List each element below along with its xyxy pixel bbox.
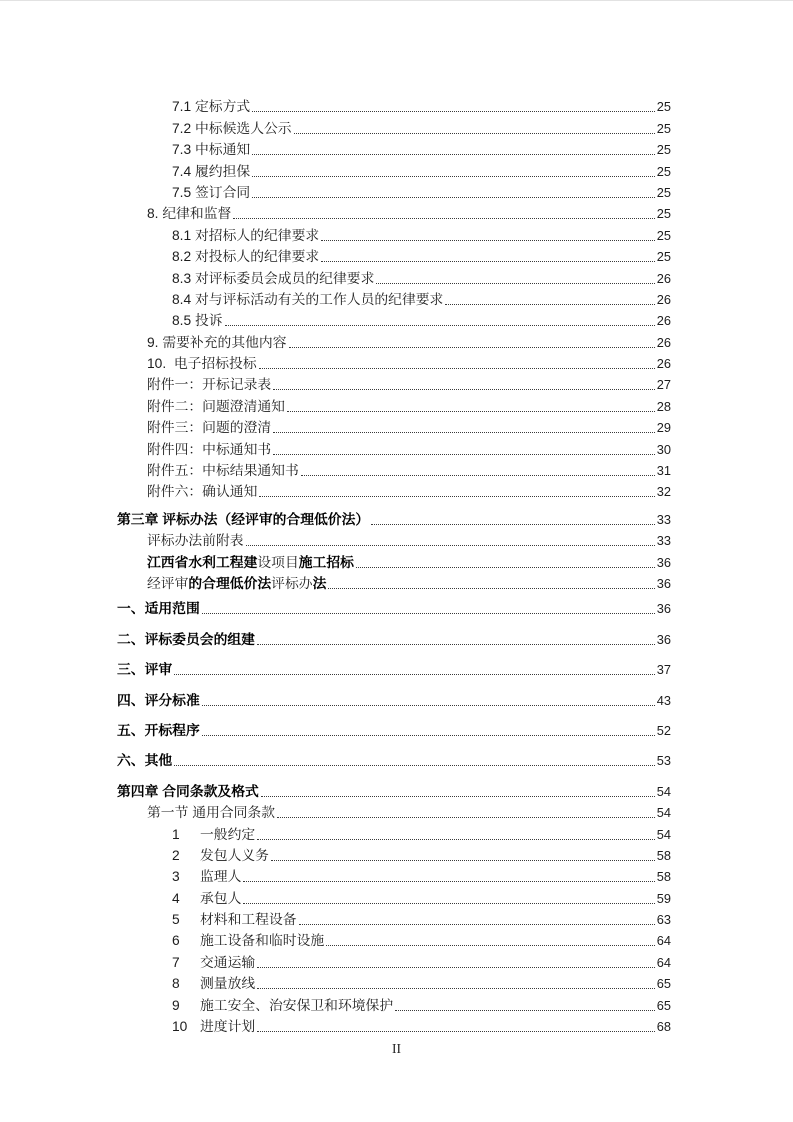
toc-page-number: 32	[656, 484, 671, 500]
toc-entry	[0, 719, 671, 740]
toc-page-number: 63	[656, 912, 671, 928]
toc-dotted-leader	[252, 111, 655, 112]
toc-entry-text: 施工安全、治安保卫和环境保护	[200, 997, 394, 1013]
toc-page-number: 27	[656, 377, 671, 393]
toc-entry	[0, 116, 671, 137]
toc-entry-text: 经评审的合理低价法评标办法	[147, 575, 327, 591]
toc-entry	[0, 908, 671, 929]
toc-dotted-leader	[301, 475, 655, 476]
toc-page-number: 26	[656, 334, 671, 350]
toc-entry-text: 施工设备和临时设施	[200, 933, 325, 949]
toc-entry-text: 一、适用范围	[117, 601, 200, 617]
toc-entry-number: 8	[172, 976, 180, 992]
toc-entry-number: 3	[172, 869, 180, 885]
toc-entry-text: 监理人	[200, 869, 242, 885]
toc-entry-text: 二、评标委员会的组建	[117, 631, 255, 647]
toc-entry-text: 评标办法前附表	[147, 533, 244, 549]
toc-entry	[0, 138, 671, 159]
toc-entry-text: 第一节 通用合同条款	[147, 805, 276, 821]
toc-page-number: 54	[656, 826, 671, 842]
toc-dotted-leader	[252, 176, 655, 177]
toc-page-number: 25	[656, 184, 671, 200]
toc-entry-text: 7.2 中标候选人公示	[172, 120, 292, 136]
toc-entry	[0, 529, 671, 550]
toc-page-number: 54	[656, 805, 671, 821]
toc-entry-text: 三、评审	[117, 662, 173, 678]
toc-dotted-leader	[257, 839, 655, 840]
toc-entry	[0, 658, 671, 679]
toc-dotted-leader	[321, 240, 655, 241]
toc-dotted-leader	[259, 368, 655, 369]
toc-entry-text: 10. 电子招标投标	[147, 356, 257, 372]
toc-entry-number: 4	[172, 890, 180, 906]
toc-entry	[0, 373, 671, 394]
toc-dotted-leader	[321, 261, 655, 262]
toc-entry	[0, 950, 671, 971]
toc-entry	[0, 597, 671, 618]
toc-entry	[0, 95, 671, 116]
toc-dotted-leader	[259, 496, 654, 497]
toc-dotted-leader	[225, 325, 655, 326]
toc-dotted-leader	[273, 454, 655, 455]
toc-entry-number: 5	[172, 912, 180, 928]
toc-entry-text: 附件三：问题的澄清	[147, 420, 272, 436]
toc-dotted-leader	[252, 197, 655, 198]
toc-dotted-leader	[395, 1010, 655, 1011]
toc-page-number: 59	[656, 890, 671, 906]
toc-entry-text: 承包人	[200, 890, 242, 906]
toc-page-number: 31	[656, 463, 671, 479]
toc-dotted-leader	[257, 967, 655, 968]
toc-entry-text: 7.1 定标方式	[172, 99, 251, 115]
toc-page-number: 28	[656, 398, 671, 414]
toc-entry-number: 10	[172, 1019, 188, 1035]
toc-entry	[0, 330, 671, 351]
toc-entry	[0, 972, 671, 993]
toc-entry	[0, 572, 671, 593]
toc-page-number: 64	[656, 933, 671, 949]
toc-entry-text: 第三章 评标办法（经评审的合理低价法）	[117, 511, 370, 527]
toc-entry	[0, 844, 671, 865]
toc-entry-text: 六、其他	[117, 753, 173, 769]
toc-entry	[0, 352, 671, 373]
toc-entry	[0, 416, 671, 437]
toc-dotted-leader	[233, 218, 654, 219]
toc-entry	[0, 929, 671, 950]
toc-entry	[0, 865, 671, 886]
toc-page-number: 36	[656, 601, 671, 617]
toc-entry	[0, 550, 671, 571]
toc-entry-text: 测量放线	[200, 976, 256, 992]
toc-dotted-leader	[246, 545, 655, 546]
toc-page-number: 68	[656, 1019, 671, 1035]
toc-page-number: 30	[656, 441, 671, 457]
toc-entry-text: 附件六：确认通知	[147, 484, 258, 500]
toc-entry-text: 附件四：中标通知书	[147, 441, 272, 457]
toc-page-number: 52	[656, 722, 671, 738]
toc-page-number: 25	[656, 206, 671, 222]
toc-dotted-leader	[273, 432, 655, 433]
toc-dotted-leader	[287, 411, 655, 412]
toc-page-number: 25	[656, 99, 671, 115]
toc-entry	[0, 507, 671, 528]
toc-dotted-leader	[273, 389, 655, 390]
toc-entry-text: 交通运输	[200, 954, 256, 970]
toc-entry	[0, 245, 671, 266]
toc-entry-text: 8.1 对招标人的纪律要求	[172, 227, 320, 243]
toc-entry	[0, 779, 671, 800]
toc-entry-number: 7	[172, 954, 180, 970]
toc-entry	[0, 266, 671, 287]
toc-entry-text: 附件二：问题澄清通知	[147, 398, 285, 414]
toc-entry-text: 四、评分标准	[117, 692, 200, 708]
toc-entry	[0, 309, 671, 330]
toc-page-number: 54	[656, 783, 671, 799]
toc-dotted-leader	[271, 860, 655, 861]
toc-entry	[0, 181, 671, 202]
toc-entry-text: 附件一：开标记录表	[147, 377, 272, 393]
toc-dotted-leader	[371, 524, 655, 525]
toc-dotted-leader	[445, 304, 654, 305]
toc-entry-number: 6	[172, 933, 180, 949]
toc-dotted-leader	[376, 283, 654, 284]
toc-entry-text: 8.2 对投标人的纪律要求	[172, 249, 320, 265]
toc-page-number: 26	[656, 291, 671, 307]
toc-entry-text: 7.3 中标通知	[172, 142, 251, 158]
toc-entry	[0, 288, 671, 309]
toc-page-number: 33	[656, 533, 671, 549]
toc-page-number: 58	[656, 847, 671, 863]
toc-entry	[0, 801, 671, 822]
toc-dotted-leader	[202, 613, 655, 614]
toc-dotted-leader	[202, 705, 655, 706]
toc-entry	[0, 1015, 671, 1036]
toc-entry-text: 发包人义务	[200, 847, 269, 863]
toc-entry-text: 9. 需要补充的其他内容	[147, 334, 287, 350]
toc-page-number: 26	[656, 270, 671, 286]
toc-dotted-leader	[257, 1031, 655, 1032]
toc-entry-number: 2	[172, 847, 180, 863]
toc-entry-text: 7.5 签订合同	[172, 184, 251, 200]
toc-entry	[0, 437, 671, 458]
toc-page-number: 58	[656, 869, 671, 885]
toc-entry	[0, 223, 671, 244]
toc-entry-text: 材料和工程设备	[200, 912, 297, 928]
toc-entry	[0, 394, 671, 415]
toc-dotted-leader	[328, 588, 654, 589]
toc-dotted-leader	[326, 945, 655, 946]
toc-dotted-leader	[294, 133, 655, 134]
toc-entry	[0, 459, 671, 480]
toc-entry-text: 进度计划	[200, 1019, 256, 1035]
toc-entry-text: 8.4 对与评标活动有关的工作人员的纪律要求	[172, 291, 444, 307]
toc-dotted-leader	[174, 765, 655, 766]
toc-page-number: 36	[656, 575, 671, 591]
table-of-contents	[0, 95, 793, 1036]
footer-page-number: II	[392, 1041, 401, 1056]
toc-entry-text: 附件五：中标结果通知书	[147, 463, 299, 479]
toc-entry	[0, 480, 671, 501]
toc-entry	[0, 202, 671, 223]
toc-dotted-leader	[174, 674, 655, 675]
toc-page-number: 53	[656, 753, 671, 769]
toc-dotted-leader	[299, 924, 655, 925]
toc-entry	[0, 159, 671, 180]
toc-entry-number: 1	[172, 826, 180, 842]
toc-dotted-leader	[289, 347, 655, 348]
toc-page-number: 25	[656, 120, 671, 136]
toc-entry-text: 8.5 投诉	[172, 313, 223, 329]
toc-entry	[0, 886, 671, 907]
toc-entry	[0, 993, 671, 1014]
toc-entry	[0, 749, 671, 770]
toc-page-number: 25	[656, 142, 671, 158]
toc-page-number: 43	[656, 692, 671, 708]
toc-entry	[0, 822, 671, 843]
toc-entry-text: 8. 纪律和监督	[147, 206, 232, 222]
toc-dotted-leader	[243, 903, 654, 904]
toc-entry-text: 7.4 履约担保	[172, 163, 251, 179]
toc-entry	[0, 627, 671, 648]
toc-dotted-leader	[243, 881, 654, 882]
toc-page-number: 36	[656, 631, 671, 647]
toc-page-number: 36	[656, 554, 671, 570]
toc-page-number: 65	[656, 976, 671, 992]
toc-entry-text: 一般约定	[200, 826, 256, 842]
toc-page-number: 25	[656, 163, 671, 179]
toc-page-number: 64	[656, 954, 671, 970]
toc-dotted-leader	[202, 735, 655, 736]
toc-dotted-leader	[257, 988, 655, 989]
toc-page-number: 33	[656, 511, 671, 527]
toc-dotted-leader	[257, 644, 655, 645]
toc-dotted-leader	[277, 817, 655, 818]
toc-page-number: 29	[656, 420, 671, 436]
toc-page-number: 37	[656, 662, 671, 678]
toc-entry	[0, 688, 671, 709]
toc-page-number: 26	[656, 313, 671, 329]
toc-dotted-leader	[261, 796, 655, 797]
toc-page-number: 25	[656, 227, 671, 243]
toc-entry-text: 江西省水利工程建设项目施工招标	[147, 554, 354, 570]
toc-dotted-leader	[356, 567, 655, 568]
toc-entry-text: 第四章 合同条款及格式	[117, 783, 259, 799]
toc-dotted-leader	[252, 154, 655, 155]
toc-page-number: 65	[656, 997, 671, 1013]
toc-entry-number: 9	[172, 997, 180, 1013]
toc-entry-text: 五、开标程序	[117, 722, 200, 738]
toc-page-number: 25	[656, 249, 671, 265]
toc-page-number: 26	[656, 356, 671, 372]
toc-entry-text: 8.3 对评标委员会成员的纪律要求	[172, 270, 375, 286]
